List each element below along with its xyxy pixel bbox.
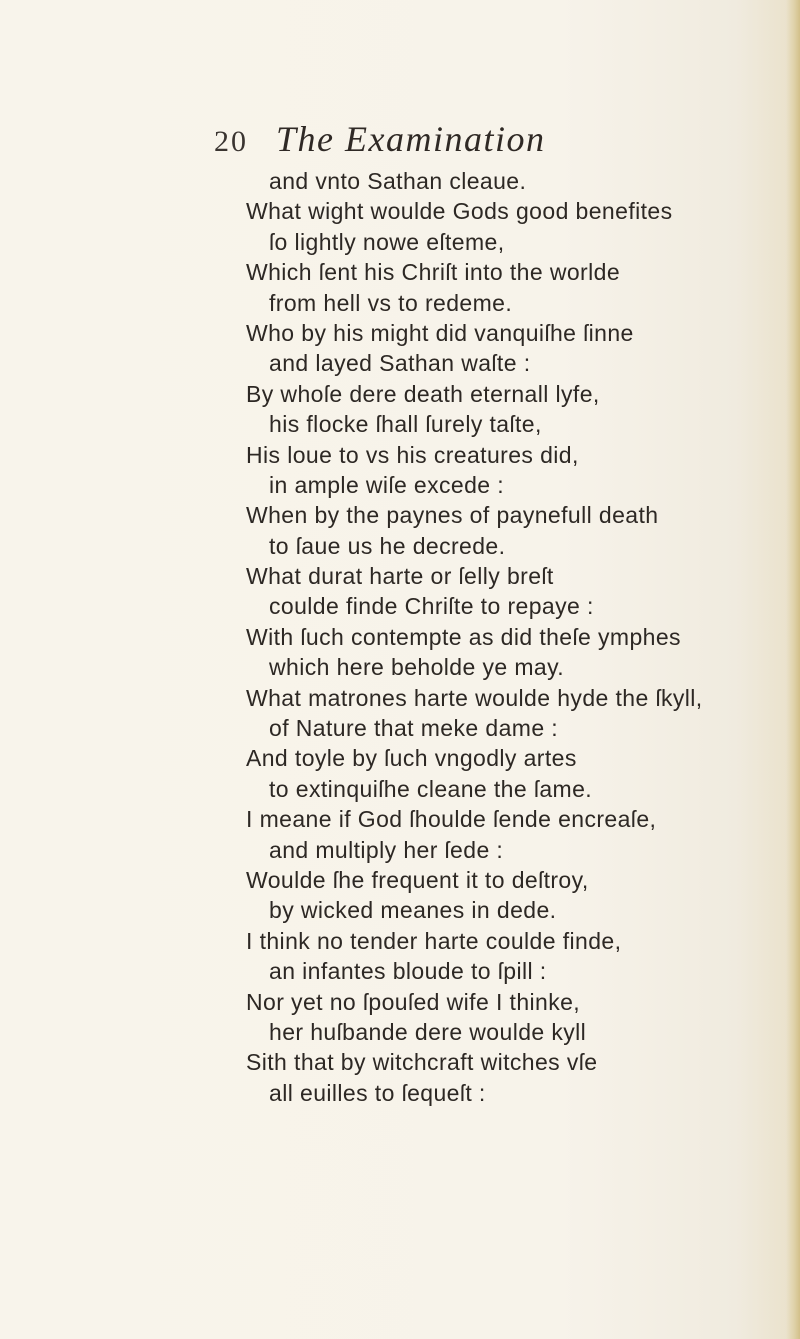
poem-line: I think no tender harte coulde finde, [246,927,622,954]
poem-line: to extinquiſhe cleane the ſame. [269,775,593,802]
poem-line: which here beholde ye may. [269,654,565,681]
page-header [214,118,545,168]
poem-line: coulde finde Chriſte to repaye : [269,593,594,620]
poem-line: all euilles to ſequeſt : [269,1079,486,1106]
poem-line: And toyle by ſuch vngodly artes [246,745,577,772]
poem-line: When by the paynes of paynefull death [246,502,659,529]
poem-line: Which ſent his Chriſt into the worlde [246,259,621,286]
poem-line: his flocke ſhall ſurely taſte, [269,411,542,438]
poem-line: What durat harte or ſelly breſt [246,563,554,590]
poem-line: to ſaue us he decrede. [269,532,506,559]
poem-line: His loue to vs his creatures did, [246,441,579,468]
poem-line: by wicked meanes in dede. [269,897,557,924]
page-edge-shading [786,0,800,1339]
poem-line: and vnto Sathan cleaue. [269,168,527,194]
poem-line: an infantes bloude to ſpill : [269,958,547,985]
poem-line: By whoſe dere death eternall lyfe, [246,380,600,407]
poem-line: from hell vs to redeme. [269,289,513,316]
poem-text-block [246,166,786,1108]
poem-line: and layed Sathan waſte : [269,350,531,377]
poem-line: What matrones harte woulde hyde the ſkyll, [246,684,703,711]
page-number: 20 [214,125,248,158]
poem-line: Sith that by witchcraft witches vſe [246,1049,598,1076]
poem-line: I meane if God ſhoulde ſende encreaſe, [246,806,657,833]
poem-line: With ſuch contempte as did theſe ymphes [246,623,681,650]
poem-line: What wight woulde Gods good benefites [246,198,673,225]
poem-line: and multiply her ſede : [269,836,504,863]
poem-line: Who by his might did vanquiſhe ſinne [246,319,634,346]
poem-line: Nor yet no ſpouſed wife I thinke, [246,988,581,1015]
poem-line: Woulde ſhe frequent it to deſtroy, [246,866,589,893]
poem-line: in ample wiſe excede : [269,471,505,498]
poem-line: ſo lightly nowe eſteme, [269,228,505,255]
poem-line: of Nature that meke dame : [269,715,559,742]
poem-line: her huſbande dere woulde kyll [269,1018,587,1045]
running-title: The Examination [276,119,546,159]
